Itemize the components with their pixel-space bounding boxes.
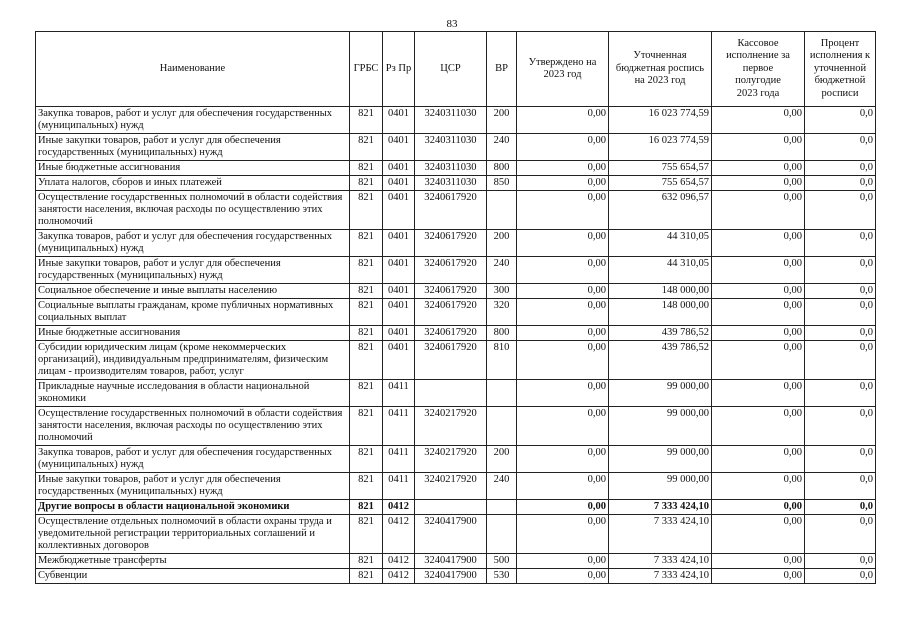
cell-cash: 0,00 bbox=[712, 500, 805, 515]
cell-cash: 0,00 bbox=[712, 176, 805, 191]
cell-percent: 0,0 bbox=[805, 107, 876, 134]
table-row bbox=[36, 341, 876, 380]
cell-csr bbox=[415, 380, 487, 407]
table-row bbox=[36, 515, 876, 554]
cell-csr: 3240417900 bbox=[415, 569, 487, 584]
cell-rzpr: 0411 bbox=[383, 473, 415, 500]
cell-grbs: 821 bbox=[350, 407, 383, 446]
cell-percent: 0,0 bbox=[805, 326, 876, 341]
cell-approved: 0,00 bbox=[517, 161, 609, 176]
cell-cash: 0,00 bbox=[712, 473, 805, 500]
header-name: Наименование bbox=[36, 32, 350, 107]
table-row bbox=[36, 473, 876, 500]
cell-csr: 3240617920 bbox=[415, 326, 487, 341]
cell-refined: 755 654,57 bbox=[609, 176, 712, 191]
cell-grbs: 821 bbox=[350, 341, 383, 380]
cell-cash: 0,00 bbox=[712, 554, 805, 569]
cell-csr: 3240217920 bbox=[415, 407, 487, 446]
cell-cash: 0,00 bbox=[712, 191, 805, 230]
table-row bbox=[36, 176, 876, 191]
cell-approved: 0,00 bbox=[517, 191, 609, 230]
cell-name: Закупка товаров, работ и услуг для обеспечения государственных (муниципальных) нужд bbox=[36, 446, 350, 473]
cell-vr: 200 bbox=[487, 230, 517, 257]
cell-csr: 3240217920 bbox=[415, 446, 487, 473]
table-row bbox=[36, 299, 876, 326]
table-row bbox=[36, 569, 876, 584]
cell-approved: 0,00 bbox=[517, 554, 609, 569]
cell-grbs: 821 bbox=[350, 257, 383, 284]
cell-grbs: 821 bbox=[350, 284, 383, 299]
cell-refined: 755 654,57 bbox=[609, 161, 712, 176]
cell-approved: 0,00 bbox=[517, 341, 609, 380]
cell-rzpr: 0411 bbox=[383, 446, 415, 473]
header-vr: ВР bbox=[487, 32, 517, 107]
cell-grbs: 821 bbox=[350, 299, 383, 326]
cell-grbs: 821 bbox=[350, 230, 383, 257]
cell-name: Осуществление отдельных полномочий в области охраны труда и уведомительной регистрации территориальных соглашений и коллективных договоров bbox=[36, 515, 350, 554]
cell-cash: 0,00 bbox=[712, 446, 805, 473]
cell-refined: 44 310,05 bbox=[609, 257, 712, 284]
cell-name: Закупка товаров, работ и услуг для обеспечения государственных (муниципальных) нужд bbox=[36, 230, 350, 257]
cell-csr: 3240417900 bbox=[415, 515, 487, 554]
cell-refined: 7 333 424,10 bbox=[609, 569, 712, 584]
cell-rzpr: 0401 bbox=[383, 230, 415, 257]
table-row bbox=[36, 257, 876, 284]
cell-grbs: 821 bbox=[350, 161, 383, 176]
table-row bbox=[36, 161, 876, 176]
cell-rzpr: 0401 bbox=[383, 191, 415, 230]
cell-cash: 0,00 bbox=[712, 407, 805, 446]
cell-grbs: 821 bbox=[350, 380, 383, 407]
cell-percent: 0,0 bbox=[805, 176, 876, 191]
cell-vr bbox=[487, 515, 517, 554]
cell-cash: 0,00 bbox=[712, 284, 805, 299]
header-percent: Процент исполнения к уточненной бюджетной росписи bbox=[805, 32, 876, 107]
cell-name: Социальное обеспечение и иные выплаты населению bbox=[36, 284, 350, 299]
table-row bbox=[36, 446, 876, 473]
cell-rzpr: 0401 bbox=[383, 134, 415, 161]
cell-name: Субвенции bbox=[36, 569, 350, 584]
cell-percent: 0,0 bbox=[805, 161, 876, 176]
cell-percent: 0,0 bbox=[805, 515, 876, 554]
cell-vr bbox=[487, 407, 517, 446]
cell-vr: 530 bbox=[487, 569, 517, 584]
cell-grbs: 821 bbox=[350, 446, 383, 473]
cell-name: Прикладные научные исследования в области национальной экономики bbox=[36, 380, 350, 407]
cell-csr bbox=[415, 500, 487, 515]
cell-vr: 200 bbox=[487, 446, 517, 473]
cell-refined: 7 333 424,10 bbox=[609, 500, 712, 515]
cell-approved: 0,00 bbox=[517, 257, 609, 284]
cell-grbs: 821 bbox=[350, 107, 383, 134]
cell-vr: 240 bbox=[487, 257, 517, 284]
cell-csr: 3240617920 bbox=[415, 299, 487, 326]
cell-percent: 0,0 bbox=[805, 191, 876, 230]
cell-grbs: 821 bbox=[350, 176, 383, 191]
cell-csr: 3240617920 bbox=[415, 257, 487, 284]
cell-name: Субсидии юридическим лицам (кроме некоммерческих организаций), индивидуальным предпринимателям, физическим лицам - производителям товаров, работ, услуг bbox=[36, 341, 350, 380]
cell-vr bbox=[487, 500, 517, 515]
table-row bbox=[36, 230, 876, 257]
cell-vr: 320 bbox=[487, 299, 517, 326]
cell-approved: 0,00 bbox=[517, 515, 609, 554]
cell-refined: 439 786,52 bbox=[609, 341, 712, 380]
cell-refined: 16 023 774,59 bbox=[609, 107, 712, 134]
cell-name: Социальные выплаты гражданам, кроме публичных нормативных социальных выплат bbox=[36, 299, 350, 326]
cell-vr bbox=[487, 380, 517, 407]
cell-approved: 0,00 bbox=[517, 326, 609, 341]
cell-percent: 0,0 bbox=[805, 446, 876, 473]
budget-table bbox=[35, 31, 876, 584]
cell-grbs: 821 bbox=[350, 515, 383, 554]
cell-approved: 0,00 bbox=[517, 500, 609, 515]
header-cash: Кассовое исполнение за первое полугодие 2023 года bbox=[712, 32, 805, 107]
cell-percent: 0,0 bbox=[805, 341, 876, 380]
cell-csr: 3240617920 bbox=[415, 191, 487, 230]
cell-percent: 0,0 bbox=[805, 257, 876, 284]
cell-approved: 0,00 bbox=[517, 284, 609, 299]
cell-refined: 99 000,00 bbox=[609, 446, 712, 473]
cell-approved: 0,00 bbox=[517, 473, 609, 500]
page-number: 83 bbox=[446, 18, 458, 30]
cell-cash: 0,00 bbox=[712, 515, 805, 554]
cell-name: Иные закупки товаров, работ и услуг для обеспечения государственных (муниципальных) нужд bbox=[36, 134, 350, 161]
cell-name: Иные бюджетные ассигнования bbox=[36, 326, 350, 341]
cell-csr: 3240311030 bbox=[415, 134, 487, 161]
cell-refined: 632 096,57 bbox=[609, 191, 712, 230]
cell-csr: 3240217920 bbox=[415, 473, 487, 500]
cell-percent: 0,0 bbox=[805, 569, 876, 584]
cell-refined: 99 000,00 bbox=[609, 407, 712, 446]
cell-csr: 3240617920 bbox=[415, 230, 487, 257]
cell-refined: 44 310,05 bbox=[609, 230, 712, 257]
cell-vr: 800 bbox=[487, 326, 517, 341]
cell-name: Иные бюджетные ассигнования bbox=[36, 161, 350, 176]
cell-grbs: 821 bbox=[350, 500, 383, 515]
cell-approved: 0,00 bbox=[517, 176, 609, 191]
cell-vr: 240 bbox=[487, 473, 517, 500]
cell-percent: 0,0 bbox=[805, 284, 876, 299]
cell-approved: 0,00 bbox=[517, 380, 609, 407]
header-csr: ЦСР bbox=[415, 32, 487, 107]
header-refined: Уточненная бюджетная роспись на 2023 год bbox=[609, 32, 712, 107]
cell-vr: 200 bbox=[487, 107, 517, 134]
cell-name: Закупка товаров, работ и услуг для обеспечения государственных (муниципальных) нужд bbox=[36, 107, 350, 134]
cell-approved: 0,00 bbox=[517, 230, 609, 257]
cell-rzpr: 0412 bbox=[383, 515, 415, 554]
cell-rzpr: 0411 bbox=[383, 407, 415, 446]
cell-rzpr: 0412 bbox=[383, 554, 415, 569]
cell-csr: 3240617920 bbox=[415, 284, 487, 299]
cell-csr: 3240311030 bbox=[415, 161, 487, 176]
cell-name: Осуществление государственных полномочий в области содействия занятости населения, включая расходы по осуществлению этих полномочий bbox=[36, 407, 350, 446]
header-grbs: ГРБС bbox=[350, 32, 383, 107]
cell-cash: 0,00 bbox=[712, 107, 805, 134]
cell-refined: 148 000,00 bbox=[609, 284, 712, 299]
cell-rzpr: 0412 bbox=[383, 500, 415, 515]
cell-cash: 0,00 bbox=[712, 569, 805, 584]
table-row bbox=[36, 500, 876, 515]
cell-grbs: 821 bbox=[350, 554, 383, 569]
cell-csr: 3240311030 bbox=[415, 107, 487, 134]
cell-name: Межбюджетные трансферты bbox=[36, 554, 350, 569]
cell-percent: 0,0 bbox=[805, 299, 876, 326]
cell-csr: 3240311030 bbox=[415, 176, 487, 191]
cell-percent: 0,0 bbox=[805, 500, 876, 515]
cell-rzpr: 0401 bbox=[383, 341, 415, 380]
cell-vr bbox=[487, 191, 517, 230]
cell-cash: 0,00 bbox=[712, 161, 805, 176]
table-row bbox=[36, 107, 876, 134]
cell-percent: 0,0 bbox=[805, 230, 876, 257]
cell-percent: 0,0 bbox=[805, 473, 876, 500]
header-rzpr: Рз Пр bbox=[383, 32, 415, 107]
header-approved: Утверждено на 2023 год bbox=[517, 32, 609, 107]
table-row bbox=[36, 134, 876, 161]
cell-cash: 0,00 bbox=[712, 257, 805, 284]
cell-name: Уплата налогов, сборов и иных платежей bbox=[36, 176, 350, 191]
table-row bbox=[36, 191, 876, 230]
cell-approved: 0,00 bbox=[517, 407, 609, 446]
table-row bbox=[36, 407, 876, 446]
cell-rzpr: 0401 bbox=[383, 176, 415, 191]
cell-approved: 0,00 bbox=[517, 134, 609, 161]
cell-approved: 0,00 bbox=[517, 107, 609, 134]
cell-refined: 148 000,00 bbox=[609, 299, 712, 326]
table-row bbox=[36, 554, 876, 569]
cell-cash: 0,00 bbox=[712, 230, 805, 257]
cell-rzpr: 0411 bbox=[383, 380, 415, 407]
cell-vr: 810 bbox=[487, 341, 517, 380]
cell-grbs: 821 bbox=[350, 191, 383, 230]
cell-grbs: 821 bbox=[350, 569, 383, 584]
cell-refined: 7 333 424,10 bbox=[609, 554, 712, 569]
cell-grbs: 821 bbox=[350, 473, 383, 500]
table-row bbox=[36, 380, 876, 407]
cell-cash: 0,00 bbox=[712, 326, 805, 341]
cell-name: Другие вопросы в области национальной экономики bbox=[36, 500, 350, 515]
cell-vr: 240 bbox=[487, 134, 517, 161]
table-header-row bbox=[36, 32, 876, 107]
cell-rzpr: 0401 bbox=[383, 107, 415, 134]
cell-rzpr: 0401 bbox=[383, 257, 415, 284]
cell-csr: 3240417900 bbox=[415, 554, 487, 569]
cell-approved: 0,00 bbox=[517, 446, 609, 473]
cell-approved: 0,00 bbox=[517, 299, 609, 326]
cell-name: Иные закупки товаров, работ и услуг для обеспечения государственных (муниципальных) нужд bbox=[36, 473, 350, 500]
cell-rzpr: 0412 bbox=[383, 569, 415, 584]
cell-percent: 0,0 bbox=[805, 380, 876, 407]
table-body bbox=[36, 107, 876, 584]
cell-rzpr: 0401 bbox=[383, 299, 415, 326]
cell-refined: 439 786,52 bbox=[609, 326, 712, 341]
cell-rzpr: 0401 bbox=[383, 284, 415, 299]
cell-vr: 800 bbox=[487, 161, 517, 176]
cell-name: Иные закупки товаров, работ и услуг для обеспечения государственных (муниципальных) нужд bbox=[36, 257, 350, 284]
cell-approved: 0,00 bbox=[517, 569, 609, 584]
cell-cash: 0,00 bbox=[712, 341, 805, 380]
cell-name: Осуществление государственных полномочий в области содействия занятости населения, включая расходы по осуществлению этих полномочий bbox=[36, 191, 350, 230]
cell-percent: 0,0 bbox=[805, 134, 876, 161]
cell-refined: 7 333 424,10 bbox=[609, 515, 712, 554]
cell-cash: 0,00 bbox=[712, 380, 805, 407]
cell-rzpr: 0401 bbox=[383, 326, 415, 341]
table-row bbox=[36, 284, 876, 299]
cell-cash: 0,00 bbox=[712, 299, 805, 326]
cell-cash: 0,00 bbox=[712, 134, 805, 161]
cell-grbs: 821 bbox=[350, 326, 383, 341]
cell-vr: 500 bbox=[487, 554, 517, 569]
cell-vr: 850 bbox=[487, 176, 517, 191]
cell-percent: 0,0 bbox=[805, 407, 876, 446]
cell-grbs: 821 bbox=[350, 134, 383, 161]
cell-percent: 0,0 bbox=[805, 554, 876, 569]
cell-rzpr: 0401 bbox=[383, 161, 415, 176]
cell-csr: 3240617920 bbox=[415, 341, 487, 380]
cell-refined: 99 000,00 bbox=[609, 380, 712, 407]
cell-refined: 99 000,00 bbox=[609, 473, 712, 500]
table-row bbox=[36, 326, 876, 341]
cell-refined: 16 023 774,59 bbox=[609, 134, 712, 161]
cell-vr: 300 bbox=[487, 284, 517, 299]
